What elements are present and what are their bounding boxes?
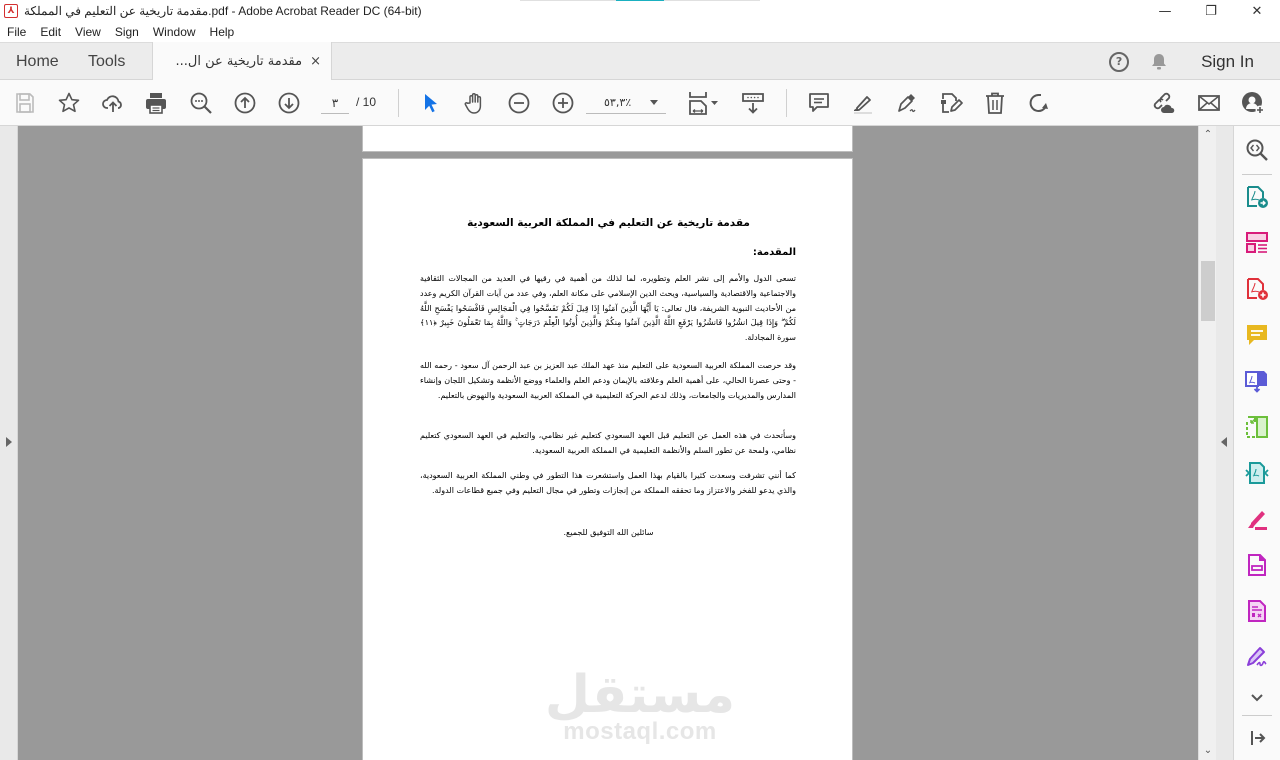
menu-edit[interactable]: Edit <box>40 25 62 39</box>
comment-icon[interactable] <box>807 91 831 115</box>
paragraph: كما أنني تشرفت وسعدت كثيرا بالقيام بهذا العمل واستشعرت هذا التطور في وطني المملكة العربية السعودية، والذي يدعو للفخر والاعتزاز وما تحققه المملكة من إنجازات وتطور في مجال التعليم وفي جميع قطاعات الدولة. <box>420 471 796 495</box>
collapse-panel-icon[interactable] <box>1245 726 1269 750</box>
upload-cloud-icon[interactable] <box>101 91 125 115</box>
save-icon[interactable] <box>13 91 37 115</box>
title-accent-line <box>520 0 760 1</box>
scroll-down-icon[interactable]: ⌄ <box>1203 745 1213 756</box>
left-panel-toggle <box>0 126 18 760</box>
scrollbar-thumb[interactable] <box>1201 261 1215 321</box>
closing-line: سائلين الله التوفيق للجميع. <box>563 528 654 537</box>
hand-tool-icon[interactable] <box>463 91 487 115</box>
panel-separator <box>1242 174 1272 175</box>
rotate-clockwise-icon[interactable] <box>1027 91 1051 115</box>
tab-home[interactable]: Home <box>16 53 59 70</box>
compress-pdf-icon[interactable] <box>1245 461 1269 485</box>
share-link-icon[interactable] <box>1152 91 1176 115</box>
tab-bar <box>0 42 1280 80</box>
select-cursor-icon[interactable] <box>419 91 443 115</box>
organize-pages-icon[interactable] <box>1245 231 1269 255</box>
close-window-button[interactable]: ✕ <box>1251 3 1263 19</box>
fill-and-sign-icon[interactable] <box>1245 507 1269 531</box>
page-total-label: / 10 <box>356 95 377 109</box>
paragraph: وسأتحدث في هذه العمل عن التعليم قبل العهد السعودي كتعليم غير نظامي، والتعليم في العهد السعودي كتعليم نظامي، ولمحة عن تطور السلم والأنظمة التعليمية في المملكة العربية السعودية. <box>420 431 796 455</box>
add-user-icon[interactable] <box>1241 91 1265 115</box>
watermark-latin: mostaql.com <box>563 718 717 745</box>
menu-file[interactable]: File <box>7 25 27 39</box>
expand-left-panel-icon[interactable] <box>6 437 12 447</box>
certificates-sign-icon[interactable] <box>1245 645 1269 669</box>
print-icon[interactable] <box>144 91 168 115</box>
paragraph: وقد حرصت المملكة العربية السعودية على التعليم منذ عهد الملك عبد العزيز بن عبد الرحمن آل سعود - رحمه الله - وحتى عصرنا الحالي، على أهمية العلم وعلاقته بالإيمان ودعم العلم والعلماء ووضع الأنظمة وتشكيل اللجان وإنشاء المدارس والمديريات والجامعات، وذلك لدعم الحركة التعليمية في المملكة العربية السعودية والنهوض بالتعليم. <box>420 361 796 400</box>
zoom-level-dropdown[interactable] <box>586 92 666 114</box>
right-tools-panel <box>1234 126 1280 760</box>
zoom-in-icon[interactable] <box>551 91 575 115</box>
create-pdf-icon[interactable] <box>1245 277 1269 301</box>
header-right-tools <box>1109 43 1280 80</box>
highlight-pen-icon[interactable] <box>851 91 875 115</box>
toolbar-separator <box>398 89 399 117</box>
restore-button[interactable]: ❐ <box>1205 3 1217 19</box>
scroll-mode-icon[interactable] <box>741 91 765 115</box>
window-controls <box>1142 0 1280 22</box>
vertical-scrollbar[interactable] <box>1198 126 1216 760</box>
notification-bell-icon[interactable] <box>1149 52 1169 72</box>
document-title: مقدمة تاريخية عن التعليم في المملكة العربية السعودية <box>467 217 750 229</box>
toolbar-separator <box>786 89 787 117</box>
document-tab-title: مقدمة تاريخية عن ال... <box>175 54 303 69</box>
menu-help[interactable]: Help <box>209 25 235 39</box>
find-text-icon[interactable] <box>189 91 213 115</box>
main-toolbar <box>0 80 1280 126</box>
pdf-page <box>362 158 853 760</box>
paragraph: تسعى الدول والأمم إلى نشر العلم وتطويره، لما لذلك من أهمية في رقيها في العديد من المجالات الثقافية والاجتماعية والاقتصادية والسياسية، ويحث الدين الإسلامي على مكانة العلم، وفي عدد من آيات القرآن الكريم وعدد من الأحاديث النبوية الشريفة، قال تعالى: يَا أَيُّهَا الَّذِينَ آمَنُوا إِذَا قِيلَ لَكُمْ تَفَسَّحُوا فِي الْمَجَالِسِ فَافْسَحُوا يَفْسَحِ اللَّهُ لَكُمْ ۖ وَإِذَا قِيلَ انشُزُوا فَانشُزُوا يَرْفَعِ اللَّهُ الَّذِينَ آمَنُوا مِنكُمْ وَالَّذِينَ أُوتُوا الْعِلْمَ دَرَجَاتٍ ۚ وَاللَّهُ بِمَا تَعْمَلُونَ خَبِيرٌ ﴿١١﴾ سورة المجادلة. <box>420 274 796 343</box>
document-viewer[interactable] <box>18 126 1198 760</box>
search-document-icon[interactable] <box>1245 138 1269 162</box>
watermark-arabic: مستقل <box>544 665 736 725</box>
help-icon[interactable]: ? <box>1109 52 1129 72</box>
compare-files-icon[interactable] <box>1245 415 1269 439</box>
tab-document[interactable] <box>152 42 332 81</box>
menu-view[interactable]: View <box>75 25 101 39</box>
chevron-down-icon <box>650 100 658 105</box>
next-page-icon[interactable] <box>277 91 301 115</box>
delete-trash-icon[interactable] <box>983 91 1007 115</box>
email-icon[interactable] <box>1197 91 1221 115</box>
zoom-out-icon[interactable] <box>507 91 531 115</box>
acrobat-app-icon: ⅄ <box>4 4 18 18</box>
edit-document-icon[interactable] <box>939 91 963 115</box>
draw-signature-icon[interactable] <box>895 91 919 115</box>
collapse-right-panel-icon[interactable] <box>1221 437 1227 447</box>
document-heading: المقدمة: <box>752 247 796 258</box>
combine-files-icon[interactable] <box>1245 369 1269 393</box>
minimize-button[interactable]: — <box>1158 3 1172 19</box>
add-comment-icon[interactable] <box>1245 323 1269 347</box>
window-title: مقدمة تاريخية عن التعليم في المملكة.pdf - Adobe Acrobat Reader DC (64-bit) <box>24 4 422 18</box>
request-signature-icon[interactable] <box>1245 599 1269 623</box>
previous-page-bottom <box>362 126 853 152</box>
prepare-form-icon[interactable] <box>1245 553 1269 577</box>
scroll-up-icon[interactable]: ⌃ <box>1203 129 1213 140</box>
page-number-input[interactable] <box>321 92 349 114</box>
sign-in-button[interactable]: Sign In <box>1201 51 1254 71</box>
panel-separator <box>1242 715 1272 716</box>
more-tools-chevron-icon[interactable] <box>1245 689 1269 707</box>
right-panel-toggle <box>1216 126 1234 760</box>
bookmark-star-icon[interactable] <box>57 91 81 115</box>
zoom-level-value: ٥٣,٣٪ <box>604 96 632 109</box>
export-pdf-icon[interactable] <box>1245 185 1269 209</box>
menu-sign[interactable]: Sign <box>114 25 139 39</box>
previous-page-icon[interactable] <box>233 91 257 115</box>
menu-bar <box>0 22 1280 42</box>
title-bar <box>0 0 1280 22</box>
page-fit-icon[interactable] <box>688 91 722 115</box>
close-tab-icon[interactable]: × <box>310 54 321 69</box>
tab-tools[interactable]: Tools <box>88 53 126 70</box>
menu-window[interactable]: Window <box>152 25 196 39</box>
